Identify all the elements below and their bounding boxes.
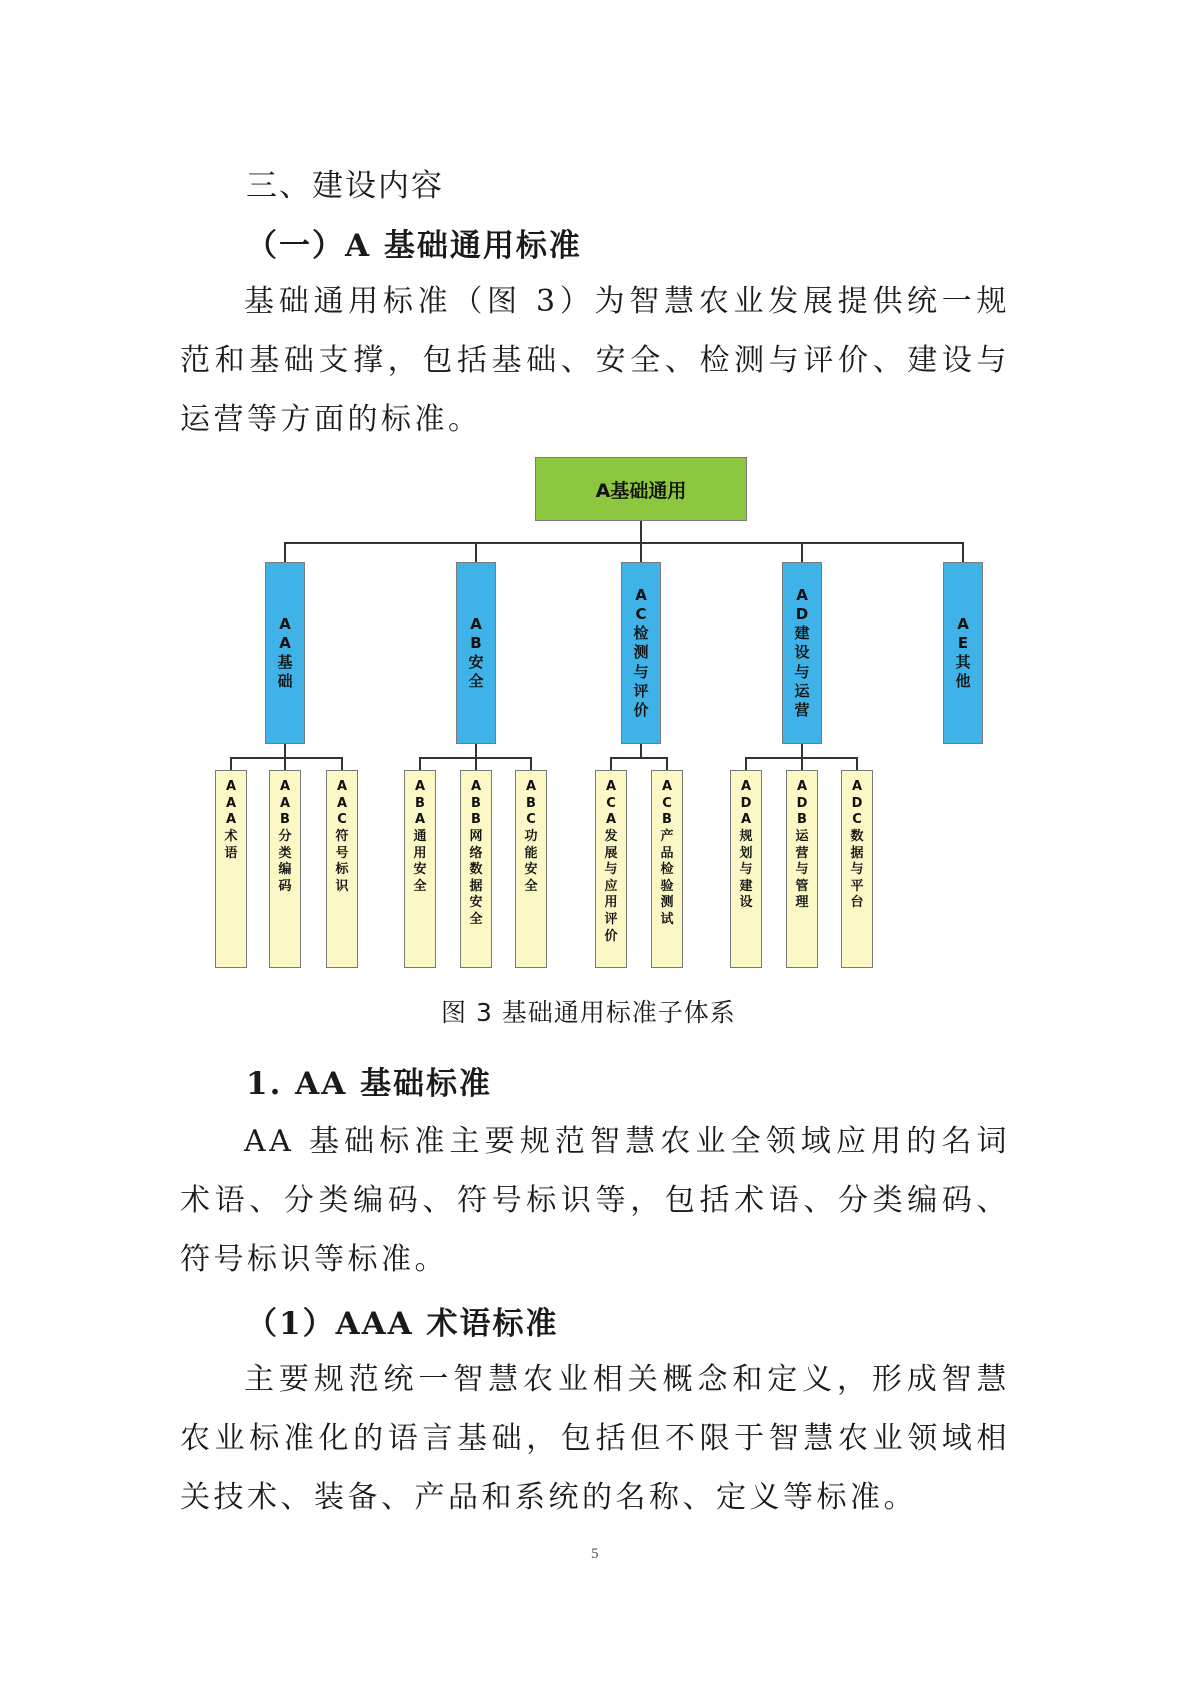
connector: [610, 757, 668, 759]
leaf-label: ADA规划与建设: [739, 779, 753, 911]
leaf-node-aba: [404, 770, 436, 968]
paragraph-intro: 基础通用标准（图 3）为智慧农业发展提供统一规范和基础支撑，包括基础、安全、检测与评价、建设与运营等方面的标准。: [180, 284, 1010, 437]
leaf-label: ABA通用安全: [413, 779, 427, 894]
connector: [475, 757, 477, 771]
root-node: [535, 457, 747, 521]
category-label: AD建设与运营: [794, 585, 810, 719]
connector: [745, 757, 747, 771]
leaf-node-aaa: [215, 770, 247, 968]
leaf-node-acb: [651, 770, 683, 968]
leaf-label: ADB运营与管理: [795, 779, 809, 911]
leaf-label: AAA术语: [224, 779, 238, 861]
leaf-label: AAB分类编码: [278, 779, 292, 894]
category-node-ac: [621, 562, 661, 744]
heading-aaa: （1）AAA 术语标准: [246, 1306, 559, 1342]
root-node-label: A基础通用: [595, 479, 687, 502]
leaf-label: ADC数据与平台: [850, 779, 864, 911]
figure-caption: 图 3 基础通用标准子体系: [441, 998, 736, 1027]
leaf-node-abc: [515, 770, 547, 968]
category-label: AA基础: [277, 614, 293, 691]
connector: [284, 542, 963, 544]
connector: [856, 757, 858, 771]
leaf-label: ACB产品检验测试: [660, 779, 674, 928]
paragraph-aa: AA 基础标准主要规范智慧农业全领域应用的名词术语、分类编码、符号标识等，包括术语、分类编码、符号标识等标准。: [180, 1124, 1010, 1277]
category-node-ad: [782, 562, 822, 744]
category-label: AE其他: [955, 614, 971, 691]
category-node-aa: [265, 562, 305, 744]
category-label: AB安全: [468, 614, 484, 691]
leaf-node-adc: [841, 770, 873, 968]
leaf-node-adb: [786, 770, 818, 968]
leaf-label: ABC功能安全: [524, 779, 538, 894]
category-node-ab: [456, 562, 496, 744]
connector: [284, 744, 286, 758]
section-heading: 三、建设内容: [246, 168, 444, 204]
leaf-node-aca: [595, 770, 627, 968]
connector: [666, 757, 668, 771]
connector: [962, 542, 964, 563]
connector: [640, 744, 642, 758]
connector: [475, 744, 477, 758]
connector: [801, 757, 803, 771]
connector: [610, 757, 612, 771]
category-node-ae: [943, 562, 983, 744]
category-label: AC检测与评价: [633, 585, 649, 719]
subsection-heading: （一）A 基础通用标准: [246, 228, 582, 264]
connector: [230, 757, 232, 771]
leaf-label: AAC符号标识: [335, 779, 349, 894]
connector: [419, 757, 421, 771]
page-number: 5: [591, 1546, 599, 1562]
leaf-node-aab: [269, 770, 301, 968]
connector: [530, 757, 532, 771]
connector: [640, 521, 642, 543]
connector: [745, 757, 858, 759]
leaf-node-ada: [730, 770, 762, 968]
connector: [341, 757, 343, 771]
leaf-label: ABB网络数据安全: [469, 779, 483, 928]
leaf-node-aac: [326, 770, 358, 968]
paragraph-aaa: 主要规范统一智慧农业相关概念和定义，形成智慧农业标准化的语言基础，包括但不限于智慧农业领域相关技术、装备、产品和系统的名称、定义等标准。: [180, 1362, 1010, 1515]
connector: [284, 542, 286, 563]
leaf-node-abb: [460, 770, 492, 968]
leaf-label: ACA发展与应用评价: [604, 779, 618, 944]
connector: [419, 757, 532, 759]
connector: [230, 757, 343, 759]
connector: [640, 542, 642, 563]
connector: [801, 744, 803, 758]
heading-aa: 1. AA 基础标准: [246, 1066, 493, 1102]
connector: [475, 542, 477, 563]
connector: [284, 757, 286, 771]
connector: [801, 542, 803, 563]
